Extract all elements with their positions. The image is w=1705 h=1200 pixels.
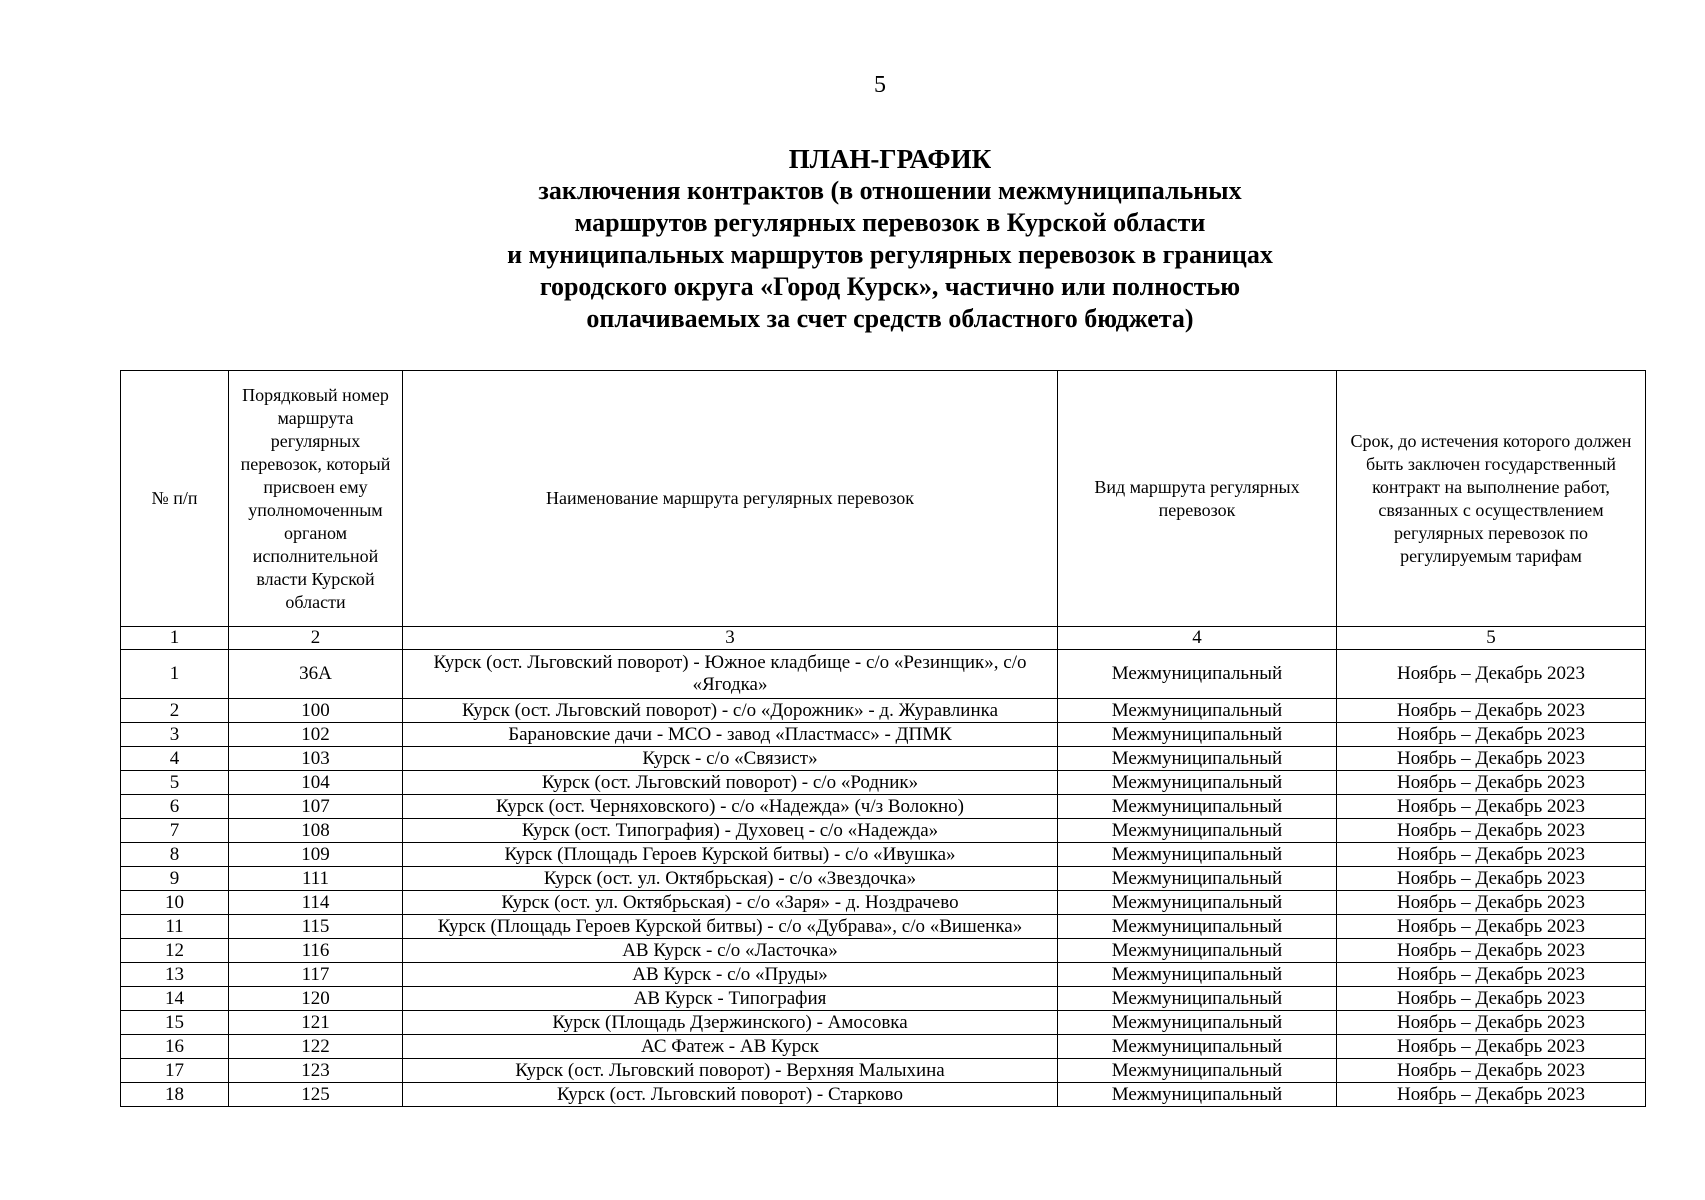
table-row <box>121 1035 1646 1059</box>
route-number-cell: 36А <box>229 650 403 699</box>
row-number-cell: 9 <box>121 867 229 891</box>
row-number-cell: 14 <box>121 987 229 1011</box>
deadline-cell: Ноябрь – Декабрь 2023 <box>1337 963 1646 987</box>
route-name-cell: АС Фатеж - АВ Курск <box>403 1035 1058 1059</box>
route-number-cell: 104 <box>229 771 403 795</box>
route-type-cell: Межмуниципальный <box>1058 987 1337 1011</box>
route-type-cell: Межмуниципальный <box>1058 939 1337 963</box>
page-number: 5 <box>874 72 886 98</box>
deadline-cell: Ноябрь – Декабрь 2023 <box>1337 1059 1646 1083</box>
route-type-cell: Межмуниципальный <box>1058 963 1337 987</box>
deadline-cell: Ноябрь – Декабрь 2023 <box>1337 699 1646 723</box>
row-number-cell: 5 <box>121 771 229 795</box>
table-row <box>121 987 1646 1011</box>
table-row <box>121 939 1646 963</box>
route-type-cell: Межмуниципальный <box>1058 1035 1337 1059</box>
route-type-cell: Межмуниципальный <box>1058 771 1337 795</box>
route-type-cell: Межмуниципальный <box>1058 891 1337 915</box>
deadline-cell: Ноябрь – Декабрь 2023 <box>1337 987 1646 1011</box>
route-name-cell: Курск - с/о «Связист» <box>403 747 1058 771</box>
header-route-name: Наименование маршрута регулярных перевозок <box>403 371 1058 627</box>
header-deadline: Срок, до истечения которого должен быть заключен государственный контракт на выполнение работ, связанных с осуществлением регулярных перевозок по регулируемым тарифам <box>1337 371 1646 627</box>
table-row <box>121 699 1646 723</box>
table-header-row <box>121 371 1646 627</box>
route-type-cell: Межмуниципальный <box>1058 1059 1337 1083</box>
row-number-cell: 15 <box>121 1011 229 1035</box>
deadline-cell: Ноябрь – Декабрь 2023 <box>1337 939 1646 963</box>
column-number: 5 <box>1337 627 1646 650</box>
deadline-cell: Ноябрь – Декабрь 2023 <box>1337 650 1646 699</box>
deadline-cell: Ноябрь – Декабрь 2023 <box>1337 747 1646 771</box>
route-name-cell: Курск (ост. Типография) - Духовец - с/о «Надежда» <box>403 819 1058 843</box>
route-number-cell: 115 <box>229 915 403 939</box>
column-numbers-row <box>121 627 1646 650</box>
document-title <box>380 143 1400 335</box>
route-number-cell: 121 <box>229 1011 403 1035</box>
route-name-cell: АВ Курск - с/о «Ласточка» <box>403 939 1058 963</box>
row-number-cell: 7 <box>121 819 229 843</box>
deadline-cell: Ноябрь – Декабрь 2023 <box>1337 819 1646 843</box>
header-route-number: Порядковый номер маршрута регулярных перевозок, который присвоен ему уполномоченным органом исполнительной власти Курской области <box>229 371 403 627</box>
row-number-cell: 10 <box>121 891 229 915</box>
deadline-cell: Ноябрь – Декабрь 2023 <box>1337 915 1646 939</box>
deadline-cell: Ноябрь – Декабрь 2023 <box>1337 771 1646 795</box>
route-number-cell: 122 <box>229 1035 403 1059</box>
table-row <box>121 771 1646 795</box>
route-number-cell: 102 <box>229 723 403 747</box>
table-row <box>121 1059 1646 1083</box>
row-number-cell: 17 <box>121 1059 229 1083</box>
route-name-cell: АВ Курск - Типография <box>403 987 1058 1011</box>
route-type-cell: Межмуниципальный <box>1058 1011 1337 1035</box>
deadline-cell: Ноябрь – Декабрь 2023 <box>1337 1011 1646 1035</box>
title-line: и муниципальных маршрутов регулярных перевозок в границах <box>507 240 1273 269</box>
column-number: 2 <box>229 627 403 650</box>
route-number-cell: 108 <box>229 819 403 843</box>
table-row <box>121 723 1646 747</box>
route-name-cell: Курск (Площадь Героев Курской битвы) - с/о «Дубрава», с/о «Вишенка» <box>403 915 1058 939</box>
row-number-cell: 8 <box>121 843 229 867</box>
title-main: ПЛАН-ГРАФИК <box>788 144 992 174</box>
header-number: № п/п <box>121 371 229 627</box>
table-row <box>121 819 1646 843</box>
route-number-cell: 120 <box>229 987 403 1011</box>
deadline-cell: Ноябрь – Декабрь 2023 <box>1337 1035 1646 1059</box>
route-type-cell: Межмуниципальный <box>1058 915 1337 939</box>
route-name-cell: Курск (Площадь Дзержинского) - Амосовка <box>403 1011 1058 1035</box>
title-line: заключения контрактов (в отношении межмуниципальных <box>538 176 1242 205</box>
row-number-cell: 16 <box>121 1035 229 1059</box>
route-number-cell: 109 <box>229 843 403 867</box>
title-line: оплачиваемых за счет средств областного бюджета) <box>586 304 1194 333</box>
route-name-cell: Курск (ост. ул. Октябрьская) - с/о «Заря» - д. Ноздрачево <box>403 891 1058 915</box>
route-number-cell: 117 <box>229 963 403 987</box>
row-number-cell: 11 <box>121 915 229 939</box>
table-row <box>121 891 1646 915</box>
row-number-cell: 13 <box>121 963 229 987</box>
route-name-cell: Курск (ост. Черняховского) - с/о «Надежда» (ч/з Волокно) <box>403 795 1058 819</box>
route-name-cell: Курск (ост. ул. Октябрьская) - с/о «Звездочка» <box>403 867 1058 891</box>
route-number-cell: 116 <box>229 939 403 963</box>
column-number: 4 <box>1058 627 1337 650</box>
row-number-cell: 12 <box>121 939 229 963</box>
column-number: 3 <box>403 627 1058 650</box>
table-body <box>121 650 1646 1107</box>
title-line: городского округа «Город Курск», частично или полностью <box>539 272 1241 301</box>
route-type-cell: Межмуниципальный <box>1058 795 1337 819</box>
route-type-cell: Межмуниципальный <box>1058 1083 1337 1107</box>
route-type-cell: Межмуниципальный <box>1058 867 1337 891</box>
deadline-cell: Ноябрь – Декабрь 2023 <box>1337 867 1646 891</box>
table-row <box>121 867 1646 891</box>
table-row <box>121 915 1646 939</box>
routes-table <box>120 370 1646 1107</box>
route-name-cell: Курск (Площадь Героев Курской битвы) - с/о «Ивушка» <box>403 843 1058 867</box>
deadline-cell: Ноябрь – Декабрь 2023 <box>1337 843 1646 867</box>
row-number-cell: 4 <box>121 747 229 771</box>
route-number-cell: 103 <box>229 747 403 771</box>
route-name-cell: АВ Курск - с/о «Пруды» <box>403 963 1058 987</box>
route-type-cell: Межмуниципальный <box>1058 650 1337 699</box>
route-name-cell: Барановские дачи - МСО - завод «Пластмасс» - ДПМК <box>403 723 1058 747</box>
table-row <box>121 650 1646 699</box>
route-name-cell: Курск (ост. Льговский поворот) - Верхняя Малыхина <box>403 1059 1058 1083</box>
row-number-cell: 1 <box>121 650 229 699</box>
column-number: 1 <box>121 627 229 650</box>
route-number-cell: 123 <box>229 1059 403 1083</box>
table-row <box>121 1011 1646 1035</box>
route-type-cell: Межмуниципальный <box>1058 699 1337 723</box>
table-row <box>121 747 1646 771</box>
route-number-cell: 125 <box>229 1083 403 1107</box>
route-type-cell: Межмуниципальный <box>1058 747 1337 771</box>
table-row <box>121 1083 1646 1107</box>
deadline-cell: Ноябрь – Декабрь 2023 <box>1337 795 1646 819</box>
route-name-cell: Курск (ост. Льговский поворот) - Старково <box>403 1083 1058 1107</box>
header-route-type: Вид маршрута регулярных перевозок <box>1058 371 1337 627</box>
table-row <box>121 963 1646 987</box>
deadline-cell: Ноябрь – Декабрь 2023 <box>1337 891 1646 915</box>
deadline-cell: Ноябрь – Декабрь 2023 <box>1337 1083 1646 1107</box>
route-name-cell: Курск (ост. Льговский поворот) - Южное кладбище - с/о «Резинщик», с/о «Ягодка» <box>403 650 1058 699</box>
title-line: маршрутов регулярных перевозок в Курской области <box>574 208 1206 237</box>
row-number-cell: 2 <box>121 699 229 723</box>
route-type-cell: Межмуниципальный <box>1058 843 1337 867</box>
route-number-cell: 100 <box>229 699 403 723</box>
route-type-cell: Межмуниципальный <box>1058 723 1337 747</box>
route-name-cell: Курск (ост. Льговский поворот) - с/о «Родник» <box>403 771 1058 795</box>
route-type-cell: Межмуниципальный <box>1058 819 1337 843</box>
table-row <box>121 843 1646 867</box>
row-number-cell: 3 <box>121 723 229 747</box>
route-name-cell: Курск (ост. Льговский поворот) - с/о «Дорожник» - д. Журавлинка <box>403 699 1058 723</box>
route-number-cell: 107 <box>229 795 403 819</box>
route-number-cell: 111 <box>229 867 403 891</box>
row-number-cell: 18 <box>121 1083 229 1107</box>
deadline-cell: Ноябрь – Декабрь 2023 <box>1337 723 1646 747</box>
row-number-cell: 6 <box>121 795 229 819</box>
route-number-cell: 114 <box>229 891 403 915</box>
table-row <box>121 795 1646 819</box>
